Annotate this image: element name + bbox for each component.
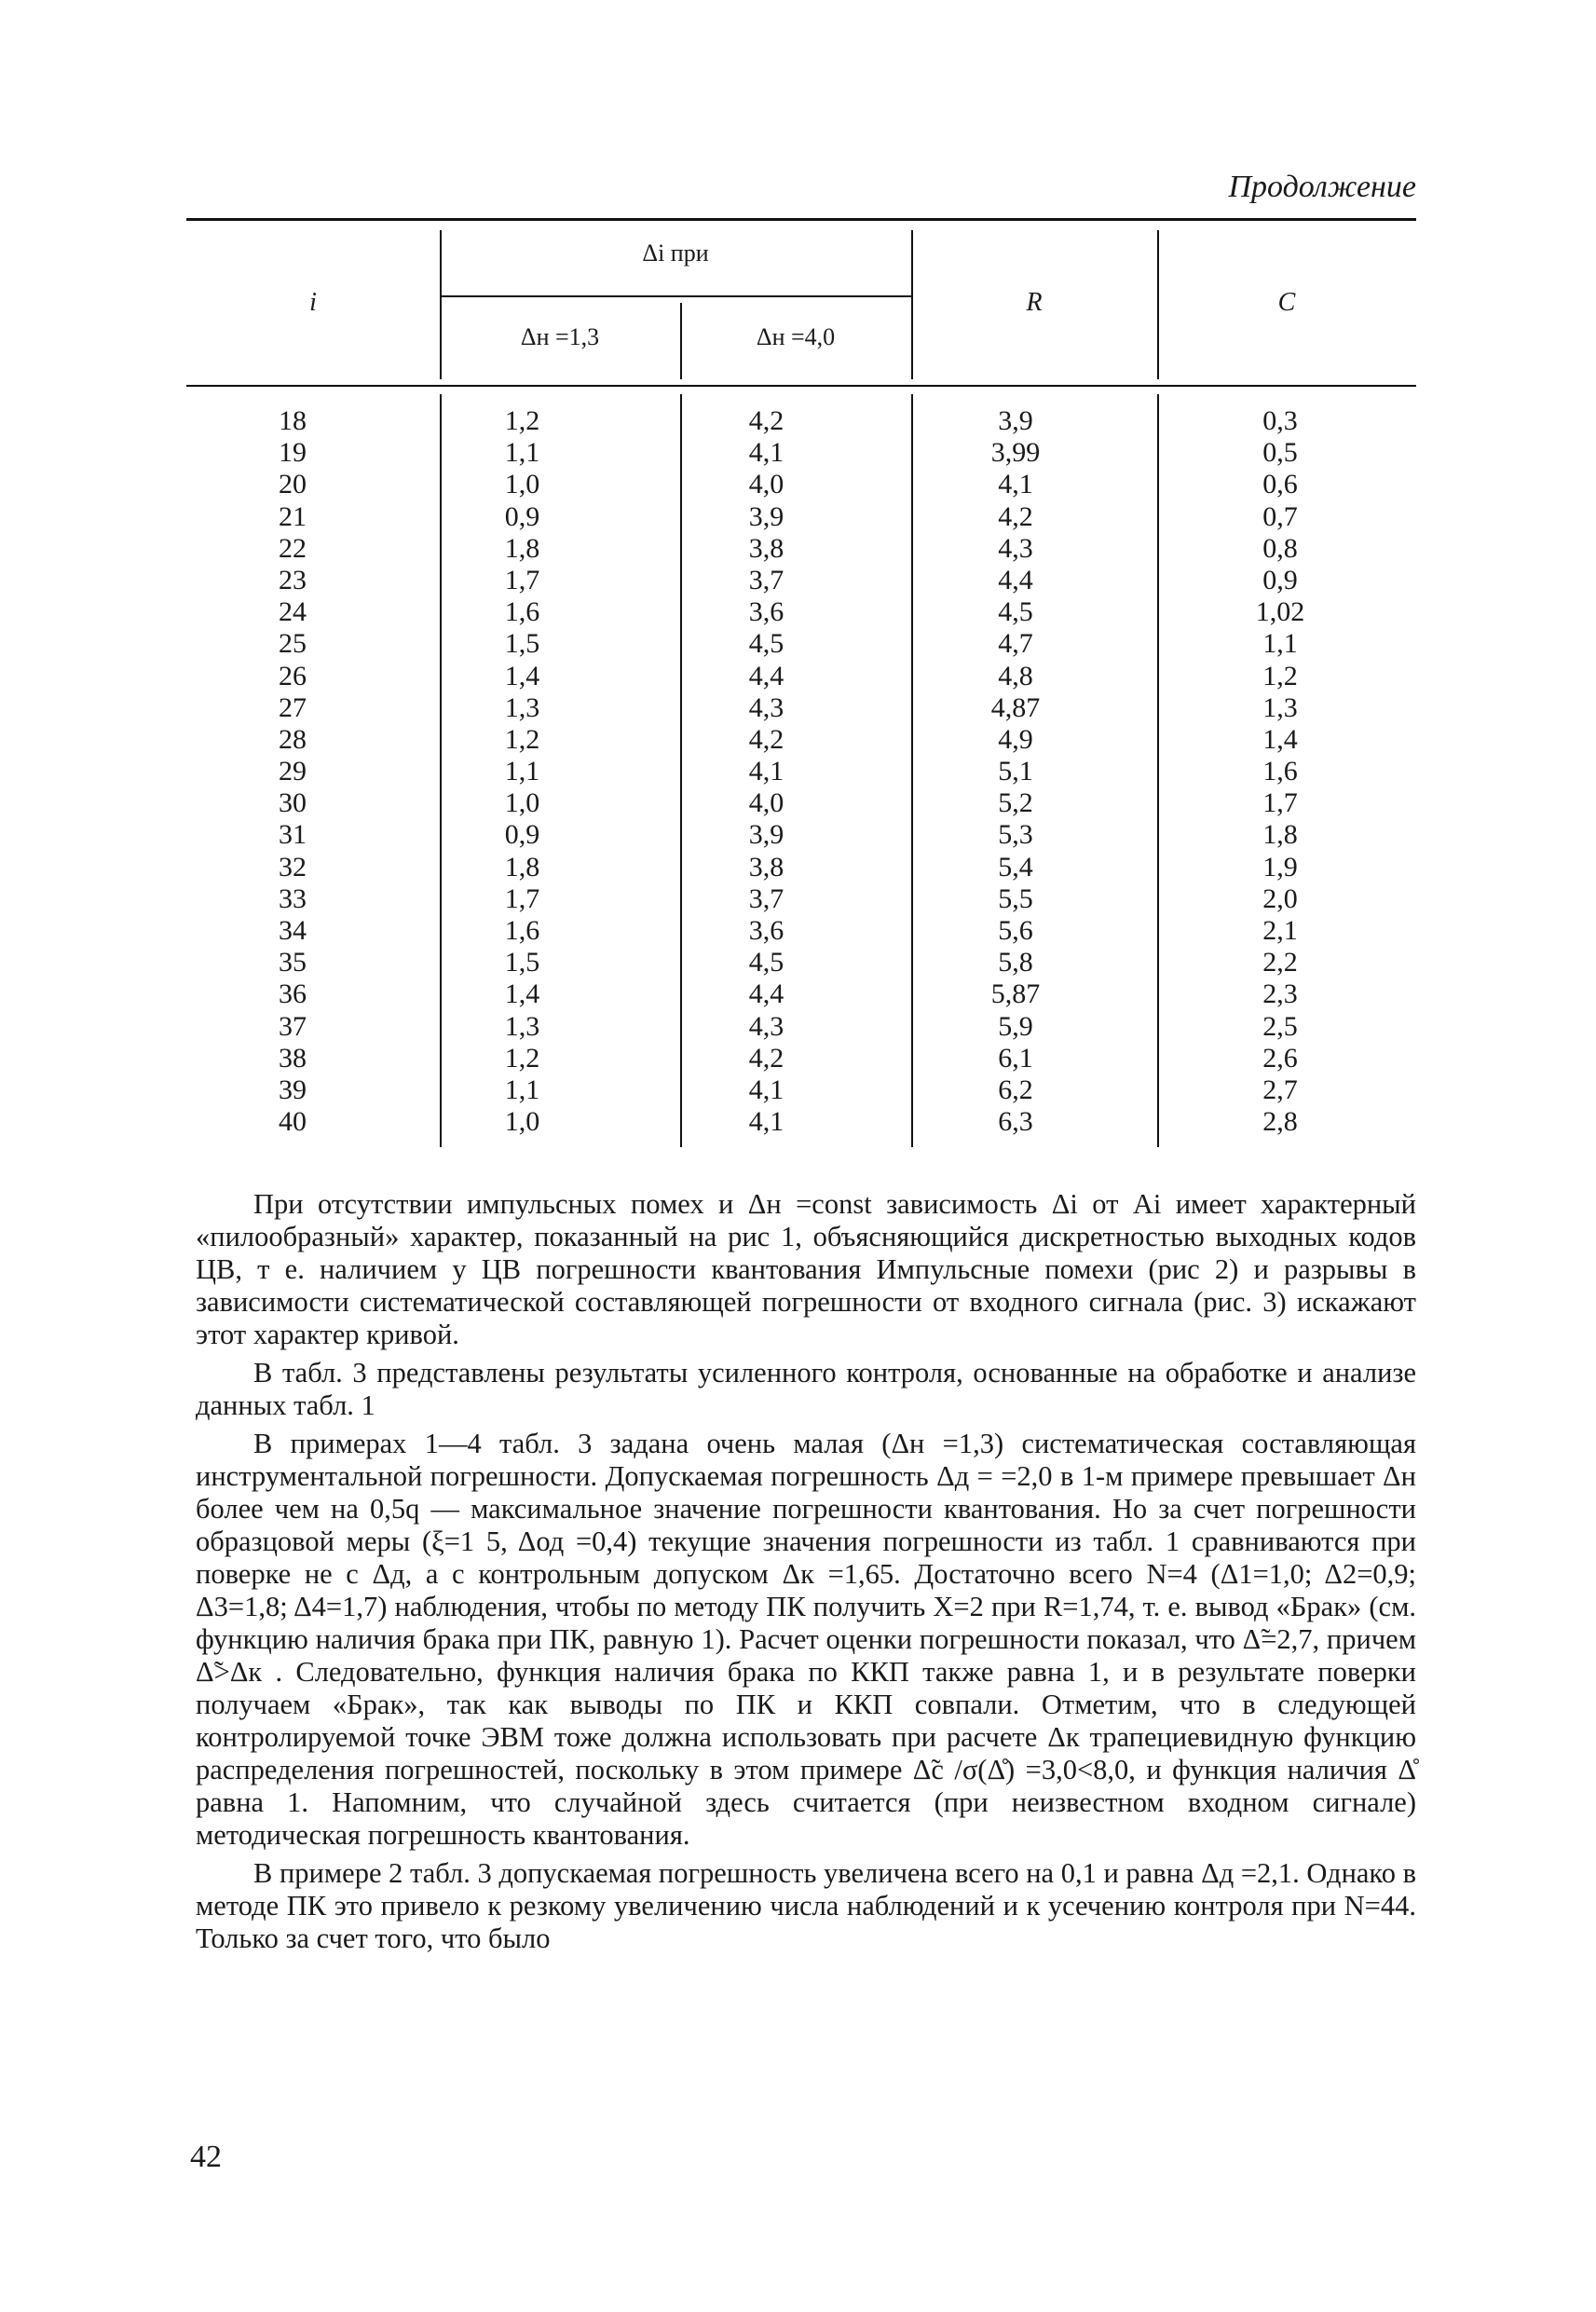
- table-cell: 2,0: [1262, 882, 1298, 914]
- table-row: [186, 819, 1416, 851]
- table-cell: 1,9: [1262, 851, 1298, 882]
- table-row: [186, 469, 1416, 500]
- table-cell: 2,7: [1262, 1074, 1298, 1105]
- paragraph: В примерах 1—4 табл. 3 задана очень малая (Δн =1,3) систематическая составляющая инструментальной погрешности. Допускаемая погрешность Δд = =2,0 в 1-м примере превышает Δн более чем на 0,5q — максимальное значение погрешности квантования. Но за счет погрешности образцовой меры (ξ=1 5, Δод =0,4) текущие значения погрешности из табл. 1 сравниваются при поверке не с Δд, а с контрольным допуском Δк =1,65. Достаточно всего N=4 (Δ1=1,0; Δ2=0,9; Δ3=1,8; Δ4=1,7) наблюдения, чтобы по методу ПК получить X=2 при R=1,74, т. е. вывод «Брак» (см. функцию наличия брака при ПК, равную 1). Расчет оценки погрешности показал, что Δ̃=2,7, причем Δ̃>Δк . Следовательно, функция наличия брака по ККП также равна 1, и в результате поверки получаем «Брак», так как выводы по ПК и ККП совпали. Отметим, что в следующей контролируемой точке ЭВМ тоже должна использовать при расчете Δк трапециевидную функцию распределения погрешностей, поскольку в этом примере Δ̃c /σ(Δ̊) =3,0<8,0, и функция наличия Δ̊ равна 1. Напомним, что случайной здесь считается (при неизвестном входном сигнале) методическая погрешность квантования.: [196, 1428, 1416, 1851]
- table-cell: 5,1: [998, 756, 1033, 787]
- table-row: [186, 883, 1416, 915]
- table-cell: 1,8: [1262, 819, 1298, 851]
- table-cell: 0,9: [504, 500, 540, 532]
- table-cell: 3,7: [748, 564, 784, 595]
- table-cell: 27: [279, 691, 307, 723]
- table-cell: 1,7: [1262, 787, 1298, 819]
- table-cell: 2,5: [1262, 1010, 1298, 1042]
- table-row: [186, 1106, 1416, 1138]
- body-divider: [680, 394, 682, 1147]
- header-sub-1: Δн =1,3: [520, 323, 600, 350]
- table-row: [186, 756, 1416, 787]
- table-cell: 1,0: [504, 469, 540, 500]
- table-cell: 4,1: [998, 469, 1033, 500]
- table-row: [186, 978, 1416, 1010]
- table-cell: 1,1: [504, 437, 540, 469]
- table-cell: 24: [279, 596, 307, 628]
- table-cell: 0,7: [1262, 500, 1298, 532]
- table-cell: 1,6: [504, 915, 540, 946]
- table-cell: 1,2: [1262, 660, 1298, 691]
- table-cell: 4,3: [748, 691, 784, 723]
- table-cell: 0,9: [504, 819, 540, 851]
- table-cell: 4,5: [748, 628, 784, 660]
- table-cell: 0,3: [1262, 405, 1298, 436]
- table-cell: 2,6: [1262, 1042, 1298, 1074]
- table-cell: 1,1: [504, 756, 540, 787]
- table-cell: 5,8: [998, 947, 1033, 978]
- table-cell: 1,4: [504, 660, 540, 691]
- table-cell: 30: [279, 787, 307, 819]
- table-cell: 3,9: [748, 500, 784, 532]
- table-cell: 1,8: [504, 532, 540, 564]
- table-cell: 20: [279, 469, 307, 500]
- header-sub-2: Δн =4,0: [756, 323, 836, 350]
- table-cell: 5,9: [998, 1010, 1033, 1042]
- table-cell: 38: [279, 1042, 307, 1074]
- paragraph: В табл. 3 представлены результаты усиленного контроля, основанные на обработке и анализе данных табл. 1: [196, 1357, 1416, 1421]
- table-row: [186, 1043, 1416, 1074]
- header-col-r: R: [1026, 288, 1043, 317]
- table-row: [186, 1074, 1416, 1106]
- page-number: 42: [190, 2140, 222, 2174]
- table-row: [186, 437, 1416, 469]
- table-cell: 4,4: [748, 978, 784, 1010]
- paragraph: При отсутствии импульсных помех и Δн =const зависимость Δi от Ai имеет характерный «пилообразный» характер, показанный на рис 1, объясняющийся дискретностью выходных кодов ЦВ, т е. наличием у ЦВ погрешности квантования Импульсные помехи (рис 2) и разрывы в зависимости систематической составляющей погрешности от входного сигнала (рис. 3) искажают этот характер кривой.: [196, 1188, 1416, 1350]
- table-cell: 40: [279, 1106, 307, 1138]
- table-cell: 1,7: [504, 882, 540, 914]
- table-cell: 5,4: [998, 851, 1033, 882]
- table-cell: 1,8: [504, 851, 540, 882]
- table-cell: 4,1: [748, 1106, 784, 1138]
- table-cell: 6,3: [998, 1106, 1033, 1138]
- table-cell: 4,0: [748, 787, 784, 819]
- table-row: [186, 947, 1416, 978]
- table-cell: 34: [279, 915, 307, 946]
- table-cell: 5,3: [998, 819, 1033, 851]
- table-cell: 1,6: [504, 596, 540, 628]
- table-cell: 1,02: [1255, 596, 1305, 628]
- table-cell: 4,3: [998, 532, 1033, 564]
- table-cell: 3,7: [748, 882, 784, 914]
- table-cell: 1,0: [504, 1106, 540, 1138]
- table-cell: 23: [279, 564, 307, 595]
- table-cell: 29: [279, 756, 307, 787]
- table-cell: 4,4: [998, 564, 1033, 595]
- table-cell: 3,8: [748, 851, 784, 882]
- data-table: [186, 218, 1416, 1147]
- table-cell: 3,8: [748, 532, 784, 564]
- table-cell: 3,9: [998, 405, 1033, 436]
- header-col-i: i: [309, 288, 317, 317]
- table-row: [186, 915, 1416, 947]
- table-cell: 4,2: [998, 500, 1033, 532]
- table-cell: 4,5: [998, 596, 1033, 628]
- table-cell: 3,6: [748, 596, 784, 628]
- table-cell: 4,87: [990, 691, 1041, 723]
- table-cell: 3,6: [748, 915, 784, 946]
- table-cell: 21: [279, 500, 307, 532]
- table-cell: 3,99: [990, 437, 1041, 469]
- table-cell: 1,2: [504, 405, 540, 436]
- body-divider: [911, 394, 913, 1147]
- table-cell: 5,6: [998, 915, 1033, 946]
- header-col-c: C: [1277, 288, 1296, 317]
- table-cell: 5,87: [990, 978, 1041, 1010]
- table-cell: 1,2: [504, 723, 540, 755]
- table-cell: 22: [279, 532, 307, 564]
- table-cell: 39: [279, 1074, 307, 1105]
- table-cell: 4,8: [998, 660, 1033, 691]
- table-header: [186, 221, 1416, 385]
- table-cell: 2,8: [1262, 1106, 1298, 1138]
- table-cell: 1,0: [504, 787, 540, 819]
- table-cell: 1,7: [504, 564, 540, 595]
- table-row: [186, 565, 1416, 596]
- table-cell: 33: [279, 882, 307, 914]
- table-cell: 4,1: [748, 756, 784, 787]
- table-cell: 1,3: [504, 691, 540, 723]
- table-row: [186, 852, 1416, 883]
- table-cell: 1,3: [1262, 691, 1298, 723]
- table-row: [186, 628, 1416, 660]
- table-cell: 0,6: [1262, 469, 1298, 500]
- continuation-label: Продолжение: [1228, 170, 1416, 204]
- table-cell: 1,4: [1262, 723, 1298, 755]
- table-cell: 0,5: [1262, 437, 1298, 469]
- table-cell: 4,4: [748, 660, 784, 691]
- table-row: [186, 1011, 1416, 1043]
- body-text: [196, 1188, 1416, 1955]
- table-cell: 35: [279, 947, 307, 978]
- table-cell: 4,3: [748, 1010, 784, 1042]
- table-cell: 6,2: [998, 1074, 1033, 1105]
- table-row: [186, 787, 1416, 819]
- table-cell: 37: [279, 1010, 307, 1042]
- table-cell: 4,2: [748, 723, 784, 755]
- body-divider: [1157, 394, 1159, 1147]
- table-row: [186, 596, 1416, 628]
- table-cell: 1,3: [504, 1010, 540, 1042]
- table-cell: 4,1: [748, 437, 784, 469]
- table-cell: 28: [279, 723, 307, 755]
- table-cell: 1,4: [504, 978, 540, 1010]
- table-cell: 1,6: [1262, 756, 1298, 787]
- table-row: [186, 724, 1416, 756]
- table-row: [186, 501, 1416, 533]
- table-cell: 25: [279, 628, 307, 660]
- header-group-delta: Δi при: [642, 239, 709, 267]
- table-cell: 3,9: [748, 819, 784, 851]
- table-cell: 5,5: [998, 882, 1033, 914]
- header-group-rule: [440, 295, 911, 297]
- table-cell: 32: [279, 851, 307, 882]
- table-body: [186, 387, 1416, 1147]
- table-cell: 0,9: [1262, 564, 1298, 595]
- body-divider: [440, 394, 442, 1147]
- table-cell: 5,2: [998, 787, 1033, 819]
- table-row: [186, 692, 1416, 724]
- table-cell: 4,9: [998, 723, 1033, 755]
- table-cell: 36: [279, 978, 307, 1010]
- table-row: [186, 661, 1416, 692]
- table-row: [186, 533, 1416, 565]
- table-cell: 1,5: [504, 628, 540, 660]
- table-cell: 31: [279, 819, 307, 851]
- table-cell: 2,2: [1262, 947, 1298, 978]
- table-cell: 2,3: [1262, 978, 1298, 1010]
- table-cell: 1,1: [504, 1074, 540, 1105]
- table-cell: 0,8: [1262, 532, 1298, 564]
- table-cell: 4,7: [998, 628, 1033, 660]
- table-cell: 6,1: [998, 1042, 1033, 1074]
- table-cell: 1,1: [1262, 628, 1298, 660]
- table-cell: 18: [279, 405, 307, 436]
- table-cell: 1,2: [504, 1042, 540, 1074]
- table-cell: 26: [279, 660, 307, 691]
- table-cell: 19: [279, 437, 307, 469]
- table-cell: 2,1: [1262, 915, 1298, 946]
- table-cell: 4,1: [748, 1074, 784, 1105]
- table-row: [186, 405, 1416, 437]
- paragraph: В примере 2 табл. 3 допускаемая погрешность увеличена всего на 0,1 и равна Δд =2,1. Однако в методе ПК это привело к резкому увеличению числа наблюдений и к усечению контроля при N=44. Только за счет того, что было: [196, 1857, 1416, 1954]
- table-cell: 4,5: [748, 947, 784, 978]
- table-cell: 4,2: [748, 1042, 784, 1074]
- table-cell: 1,5: [504, 947, 540, 978]
- table-cell: 4,0: [748, 469, 784, 500]
- table-cell: 4,2: [748, 405, 784, 436]
